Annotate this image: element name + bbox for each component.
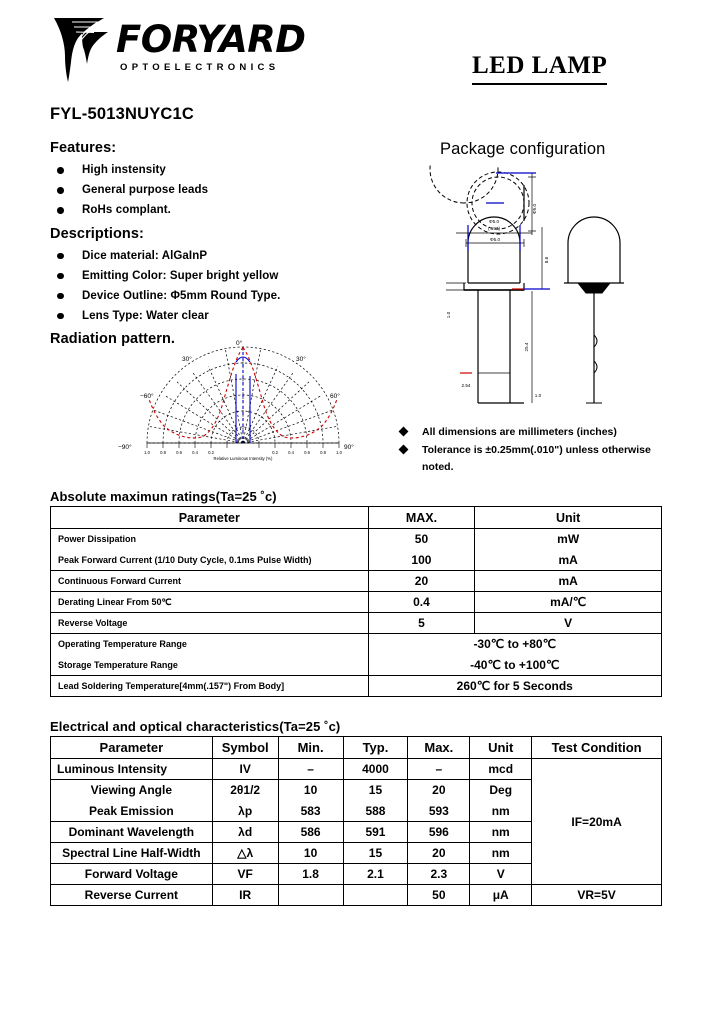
package-config-title: Package configuration bbox=[440, 140, 606, 158]
cell-parameter: Storage Temperature Range bbox=[51, 655, 369, 676]
document-title: LED LAMP bbox=[472, 52, 607, 85]
table-row bbox=[51, 571, 662, 592]
cell-parameter: Peak Forward Current (1/10 Duty Cycle, 0.1ms Pulse Width) bbox=[51, 550, 369, 571]
cell-unit: Deg bbox=[470, 780, 532, 801]
absolute-ratings-table bbox=[50, 506, 662, 697]
cell-max: 0.4 bbox=[368, 592, 475, 613]
cell-value-span: -40℃ to +100℃ bbox=[368, 655, 661, 676]
description-text: Dice material: AlGaInP bbox=[82, 249, 208, 262]
cell-symbol: IV bbox=[212, 759, 278, 780]
cell-max: 20 bbox=[368, 571, 475, 592]
table-row bbox=[51, 655, 662, 676]
cell-typ bbox=[343, 885, 408, 906]
bullet-icon bbox=[57, 167, 64, 174]
table-row bbox=[51, 759, 662, 780]
bullet-icon bbox=[57, 207, 64, 214]
company-logo bbox=[48, 16, 348, 86]
list-item bbox=[50, 267, 400, 286]
package-side-view bbox=[564, 217, 624, 403]
intensity-curve-left bbox=[149, 348, 243, 438]
svg-text:0.6: 0.6 bbox=[304, 450, 310, 455]
cell-unit: nm bbox=[470, 801, 532, 822]
cell-unit: V bbox=[470, 864, 532, 885]
cell-min: – bbox=[278, 759, 343, 780]
cell-min: 583 bbox=[278, 801, 343, 822]
cell-min: 1.8 bbox=[278, 864, 343, 885]
bullet-icon bbox=[57, 273, 64, 280]
package-top-view bbox=[430, 165, 537, 247]
note-text: Tolerance is ±0.25mm(.010") unless otherwise noted. bbox=[422, 444, 651, 473]
page-header bbox=[48, 14, 678, 92]
cell-parameter: Lead Soldering Temperature[4mm(.157ʺ) From Body] bbox=[51, 676, 369, 697]
intensity-curve-right bbox=[243, 348, 337, 438]
svg-text:0.4: 0.4 bbox=[288, 450, 294, 455]
cell-typ: 15 bbox=[343, 780, 408, 801]
cell-unit: mW bbox=[475, 529, 662, 550]
col-header-parameter: Parameter bbox=[51, 737, 213, 759]
table-row bbox=[51, 592, 662, 613]
cell-parameter: Operating Temperature Range bbox=[51, 634, 369, 655]
angle-label-neg60: −60° bbox=[140, 393, 154, 400]
cell-unit: mcd bbox=[470, 759, 532, 780]
cell-unit: mA bbox=[475, 571, 662, 592]
cell-symbol: 2θ1/2 bbox=[212, 780, 278, 801]
cell-typ: 591 bbox=[343, 822, 408, 843]
cell-typ: 588 bbox=[343, 801, 408, 822]
cell-max: 20 bbox=[408, 843, 470, 864]
svg-text:0.6: 0.6 bbox=[176, 450, 182, 455]
list-item bbox=[50, 181, 400, 200]
cell-unit: mA/℃ bbox=[475, 592, 662, 613]
col-header-min: Min. bbox=[278, 737, 343, 759]
cell-min: 10 bbox=[278, 780, 343, 801]
cell-parameter: Forward Voltage bbox=[51, 864, 213, 885]
list-item bbox=[50, 287, 400, 306]
angle-label-90: 90° bbox=[344, 444, 354, 451]
chart-radial-ticks bbox=[144, 450, 342, 455]
feature-text: General purpose leads bbox=[82, 184, 209, 196]
cell-unit: μA bbox=[470, 885, 532, 906]
cell-min: 10 bbox=[278, 843, 343, 864]
cell-max: 20 bbox=[408, 780, 470, 801]
col-header-typ: Typ. bbox=[343, 737, 408, 759]
svg-text:0.8: 0.8 bbox=[160, 450, 166, 455]
cell-test-condition-reverse: VR=5V bbox=[532, 885, 662, 906]
cell-max: 596 bbox=[408, 822, 470, 843]
cell-symbol: λd bbox=[212, 822, 278, 843]
bullet-icon bbox=[57, 187, 64, 194]
electrical-characteristics-table bbox=[50, 736, 662, 906]
cell-unit: mA bbox=[475, 550, 662, 571]
features-list bbox=[50, 161, 400, 220]
dim-flange-width: 1.0 bbox=[534, 393, 542, 398]
cell-parameter: Peak Emission bbox=[51, 801, 213, 822]
dim-body-width: Φ5.0 bbox=[488, 219, 500, 224]
package-notes bbox=[396, 424, 678, 477]
absolute-ratings-heading: Absolute maximun ratings(Ta=25 ˚c) bbox=[50, 489, 277, 504]
col-header-test-condition: Test Condition bbox=[532, 737, 662, 759]
angle-label-60: 60° bbox=[330, 393, 340, 400]
cell-parameter: Continuous Forward Current bbox=[51, 571, 369, 592]
cell-parameter: Luminous Intensity bbox=[51, 759, 213, 780]
col-header-max: MAX. bbox=[368, 507, 475, 529]
cell-parameter: Dominant Wavelength bbox=[51, 822, 213, 843]
svg-text:0.8: 0.8 bbox=[320, 450, 326, 455]
feature-text: RoHs complant. bbox=[82, 204, 171, 216]
cell-max: 100 bbox=[368, 550, 475, 571]
angle-label-0: 0° bbox=[236, 340, 243, 347]
features-label: Features: bbox=[50, 140, 117, 156]
cell-parameter: Spectral Line Half-Width bbox=[51, 843, 213, 864]
table-header-row bbox=[51, 507, 662, 529]
list-item bbox=[396, 442, 678, 476]
descriptions-list bbox=[50, 247, 400, 326]
angle-label-30: 30° bbox=[296, 356, 306, 363]
cell-typ: 15 bbox=[343, 843, 408, 864]
cell-parameter: Power Dissipation bbox=[51, 529, 369, 550]
table-row bbox=[51, 613, 662, 634]
cell-min: 586 bbox=[278, 822, 343, 843]
list-item bbox=[50, 201, 400, 220]
dim-lead-length: 25.4 bbox=[524, 342, 529, 352]
list-item bbox=[50, 161, 400, 180]
table-row bbox=[51, 885, 662, 906]
list-item bbox=[50, 247, 400, 266]
cell-unit: nm bbox=[470, 822, 532, 843]
bullet-icon bbox=[57, 253, 64, 260]
bullet-icon bbox=[57, 293, 64, 300]
svg-text:0.2: 0.2 bbox=[208, 450, 214, 455]
table-row bbox=[51, 634, 662, 655]
cell-parameter: Reverse Current bbox=[51, 885, 213, 906]
table-header-row bbox=[51, 737, 662, 759]
cell-value-span: 260℃ for 5 Seconds bbox=[368, 676, 661, 697]
cell-typ: 4000 bbox=[343, 759, 408, 780]
cell-test-condition-main: IF=20mA bbox=[532, 759, 662, 885]
dim-top-width: Φ5.0 bbox=[489, 237, 501, 242]
list-item bbox=[50, 307, 400, 326]
cell-symbol: VF bbox=[212, 864, 278, 885]
description-text: Device Outline: Φ5mm Round Type. bbox=[82, 289, 281, 302]
svg-text:1.0: 1.0 bbox=[336, 450, 342, 455]
svg-text:0.4: 0.4 bbox=[192, 450, 198, 455]
cell-parameter: Viewing Angle bbox=[51, 780, 213, 801]
angle-label-neg30: 30° bbox=[182, 356, 192, 363]
note-text: All dimensions are millimeters (inches) bbox=[422, 426, 617, 438]
diamond-bullet-icon bbox=[399, 445, 409, 455]
cell-parameter: Reverse Voltage bbox=[51, 613, 369, 634]
cell-symbol: IR bbox=[212, 885, 278, 906]
cell-min bbox=[278, 885, 343, 906]
cell-unit: nm bbox=[470, 843, 532, 864]
chart-xaxis-label: Relative Luminous Intensity (%) bbox=[213, 456, 273, 461]
dim-flange-thickness: 1.0 bbox=[446, 311, 451, 319]
electrical-characteristics-heading: Electrical and optical characteristics(Ta=25 ˚c) bbox=[50, 719, 341, 734]
col-header-unit: Unit bbox=[475, 507, 662, 529]
svg-text:1.0: 1.0 bbox=[144, 450, 150, 455]
col-header-unit: Unit bbox=[470, 737, 532, 759]
dim-lead-spacing: 2.54 bbox=[461, 383, 471, 388]
radiation-pattern-label: Radiation pattern. bbox=[50, 331, 176, 347]
features-section bbox=[50, 140, 400, 352]
table-row bbox=[51, 676, 662, 697]
cell-max: 2.3 bbox=[408, 864, 470, 885]
cell-parameter: Derating Linear From 50℃ bbox=[51, 592, 369, 613]
cell-typ: 2.1 bbox=[343, 864, 408, 885]
description-text: Emitting Color: Super bright yellow bbox=[82, 269, 279, 282]
table-row bbox=[51, 550, 662, 571]
package-front-view bbox=[446, 217, 550, 403]
cell-unit: V bbox=[475, 613, 662, 634]
description-text: Lens Type: Water clear bbox=[82, 309, 209, 322]
dim-top-diameter: Φ5.0 bbox=[532, 203, 537, 215]
angle-label-neg90: −90° bbox=[118, 444, 132, 451]
cell-symbol: λp bbox=[212, 801, 278, 822]
col-header-max: Max. bbox=[408, 737, 470, 759]
cell-max: 50 bbox=[368, 529, 475, 550]
brand-name: FORYARD bbox=[116, 18, 306, 61]
brand-tagline: OPTOELECTRONICS bbox=[120, 62, 280, 73]
list-item bbox=[396, 424, 678, 441]
col-header-parameter: Parameter bbox=[51, 507, 369, 529]
svg-text:0.2: 0.2 bbox=[272, 450, 278, 455]
cell-value-span: -30℃ to +80℃ bbox=[368, 634, 661, 655]
dim-body-width-inch: (.197) bbox=[487, 226, 501, 231]
bullet-icon bbox=[57, 313, 64, 320]
cell-max: 5 bbox=[368, 613, 475, 634]
cell-symbol: △λ bbox=[212, 843, 278, 864]
descriptions-label: Descriptions: bbox=[50, 225, 144, 242]
table-row bbox=[51, 529, 662, 550]
package-drawing bbox=[420, 165, 680, 420]
col-header-symbol: Symbol bbox=[212, 737, 278, 759]
part-number: FYL-5013NUYC1C bbox=[50, 105, 195, 123]
radiation-pattern-chart bbox=[118, 336, 368, 461]
cell-max: 593 bbox=[408, 801, 470, 822]
cell-max: 50 bbox=[408, 885, 470, 906]
diamond-bullet-icon bbox=[399, 427, 409, 437]
chart-tick-marks bbox=[147, 443, 339, 448]
feature-text: High instensity bbox=[82, 164, 166, 176]
foryard-logo-mark bbox=[52, 16, 114, 84]
dim-body-height: 8.6 bbox=[544, 256, 549, 264]
cell-max: – bbox=[408, 759, 470, 780]
